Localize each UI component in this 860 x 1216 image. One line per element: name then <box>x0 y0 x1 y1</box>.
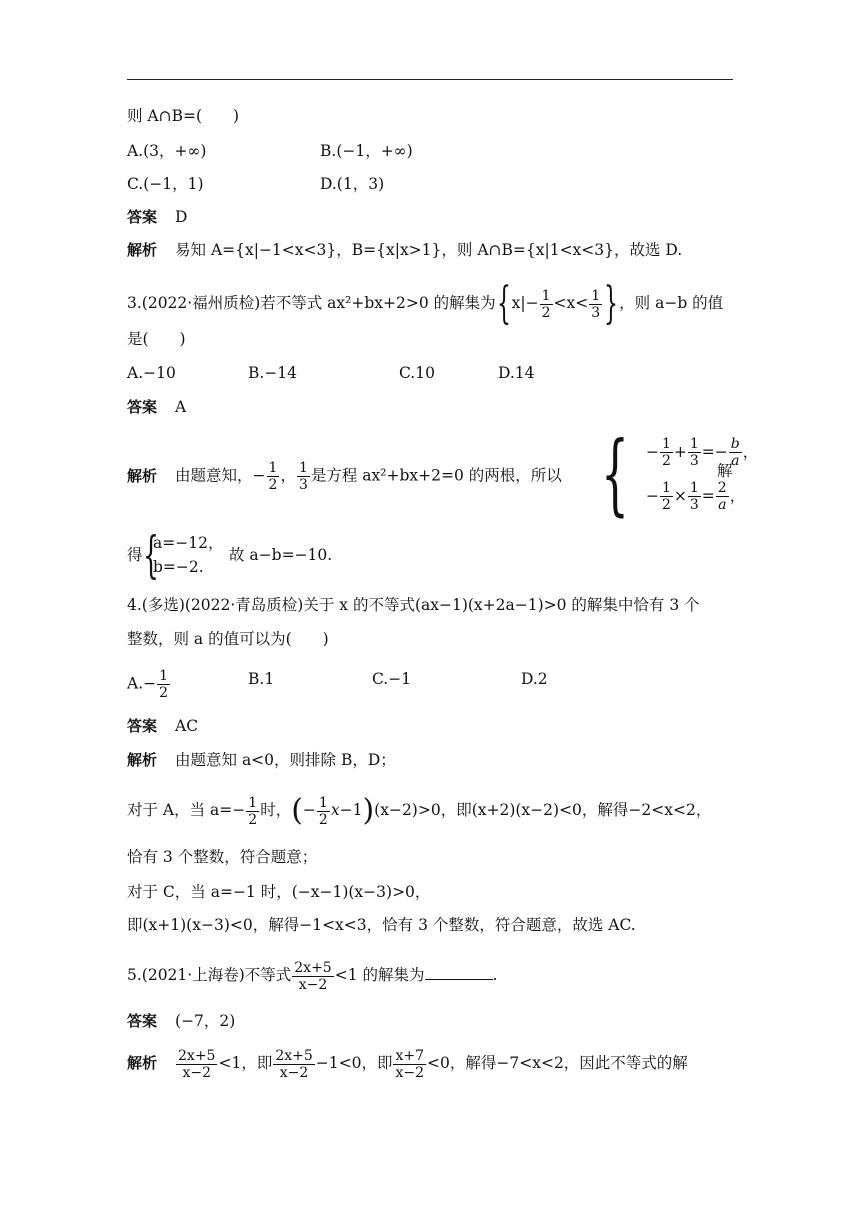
q4-option-d: D.2 <box>521 670 548 688</box>
answer-label: 答案 <box>127 717 158 735</box>
q5-stem: 5.(2021·上海卷)不等式 $\frac{2x+5}{x-2}$ <1 的解集为 . <box>127 959 498 993</box>
q5-answer-value: (−7，2) <box>175 1012 236 1030</box>
answer-label: 答案 <box>127 1012 158 1030</box>
q4-case-c: 对于 C，当 a=−1 时，(−x−1)(x−3)>0， <box>127 883 431 901</box>
q3-solution <box>127 526 733 584</box>
frac-half: $\frac{1}{2}$ <box>268 460 278 493</box>
q4-explanation-text: 由题意知 a<0，则排除 B，D； <box>175 751 396 769</box>
q3-explanation-text-2: 是方程 ax²+bx+2=0 的两根，所以 <box>310 466 562 485</box>
q3-stem-text-2: ，则 a−b 的值 <box>619 294 724 312</box>
q2-answer <box>127 206 733 228</box>
q4-stem-2: 整数，则 a 的值可以为( ) <box>127 630 329 648</box>
q4-option-a: A.− $\frac{1}{2}$ <box>127 668 169 701</box>
q3-set-frac-half: $\frac{1}{2}$ <box>541 287 551 321</box>
explanation-label: 解析 <box>127 241 158 259</box>
q3-explanation-text: 由题意知，− <box>175 466 266 485</box>
q5-answer <box>127 1010 733 1032</box>
explanation-label: 解析 <box>127 751 158 769</box>
answer-label: 答案 <box>127 208 158 226</box>
q2-explanation <box>127 239 733 261</box>
q3-system <box>593 422 759 525</box>
q2-option-d: D.(1，3) <box>320 175 385 193</box>
left-brace-icon: { <box>142 526 159 584</box>
q3-system-eq1: − $\frac{1}{2}$ + $\frac{1}{3}$ =− $\frac{b}{a}$ ， <box>645 435 759 469</box>
answer-label: 答案 <box>127 398 158 416</box>
q5-answer-blank <box>425 965 493 980</box>
q4-stem: 4.(多选)(2022·青岛质检)关于 x 的不等式(ax−1)(x+2a−1)>0 的解集中恰有 3 个 <box>127 596 700 614</box>
header-rule <box>127 79 733 80</box>
q4-case-a-2: 恰有 3 个整数，符合题意； <box>127 848 318 866</box>
frac-2x5-x2: $\frac{2x+5}{x-2}$ <box>294 959 332 993</box>
q2-option-a: A.(3，+∞) <box>127 142 207 160</box>
q3-stem-end: 是( ) <box>127 330 186 348</box>
q3-stem <box>127 278 733 329</box>
q4-answer <box>127 715 733 737</box>
q3-answer-value: A <box>175 398 187 416</box>
q3-explanation-text-3: 解 <box>717 462 733 480</box>
q2-explanation-text: 易知 A={x|−1<x<3}，B={x|x>1}，则 A∩B={x|1<x<3}，故选 D. <box>175 241 683 259</box>
q3-option-a: A.−10 <box>127 364 176 382</box>
q4-case-c-2: 即(x+1)(x−3)<0，解得−1<x<3，恰有 3 个整数，符合题意，故选 AC. <box>127 916 636 934</box>
q5-explanation: 解析 $\frac{2x+5}{x-2}$ <1，即 $\frac{2x+5}{x-2}$ −1<0，即 $\frac{x+7}{x-2}$ <0，解得−7<x<2，因此不等式的解 <box>127 1047 688 1081</box>
q4-option-c: C.−1 <box>372 670 412 688</box>
q3-answer <box>127 396 733 418</box>
q4-options <box>127 660 733 700</box>
q3-set-frac-third: $\frac{1}{3}$ <box>591 287 601 321</box>
q3-option-d: D.14 <box>498 364 535 382</box>
q4-answer-value: AC <box>175 717 199 735</box>
q3-system-eq2: − $\frac{1}{2}$ × $\frac{1}{3}$ = $\frac{2}{a}$ ， <box>645 479 746 513</box>
q3-set-text: x|− <box>511 294 539 312</box>
q4-case-a: 对于 A，当 a=− $\frac{1}{2}$ 时，(− $\frac{1}{2}$ x−1)(x−2)>0，即(x+2)(x−2)<0，解得−2<x<2， <box>127 793 712 828</box>
q3-explanation: 解析 由题意知，− $\frac{1}{2}$ ， $\frac{1}{3}$ 是方程 ax²+bx+2=0 的两根，所以 { − $\frac{1}{2}$ + $\frac{1}{3}$ =− $\frac{b}{a}$ ， − $\frac{1}{2}$ × $\frac{1}{3}$ = $\frac{2}{a}$ ， 解 <box>127 422 759 525</box>
q2-answer-value: D <box>175 208 188 226</box>
q2-stem: 则 A∩B=( ) <box>127 107 240 125</box>
q3-set-text-2: <x< <box>553 294 589 312</box>
q4-explanation <box>127 749 733 771</box>
q3-solution-a: a=−12， <box>153 534 224 552</box>
q4-option-b: B.1 <box>248 670 275 688</box>
right-brace-icon: } <box>604 278 619 329</box>
q3-solution-text: 得 <box>127 546 143 564</box>
q3-stem-text: 3.(2022·福州质检)若不等式 ax²+bx+2>0 的解集为 <box>127 294 496 312</box>
q3-solution-result: 故 a−b=−10. <box>229 546 333 564</box>
q2-option-b: B.(−1，+∞) <box>320 142 413 160</box>
frac-third: $\frac{1}{3}$ <box>298 460 308 493</box>
q3-solution-b: b=−2. <box>153 558 204 576</box>
q3-option-b: B.−14 <box>248 364 298 382</box>
q2-option-c: C.(−1，1) <box>127 175 204 193</box>
explanation-label: 解析 <box>127 466 158 485</box>
left-brace-icon: { <box>601 422 629 525</box>
q3-option-c: C.10 <box>399 364 435 382</box>
left-brace-icon: { <box>496 278 511 329</box>
explanation-label: 解析 <box>127 1054 158 1072</box>
